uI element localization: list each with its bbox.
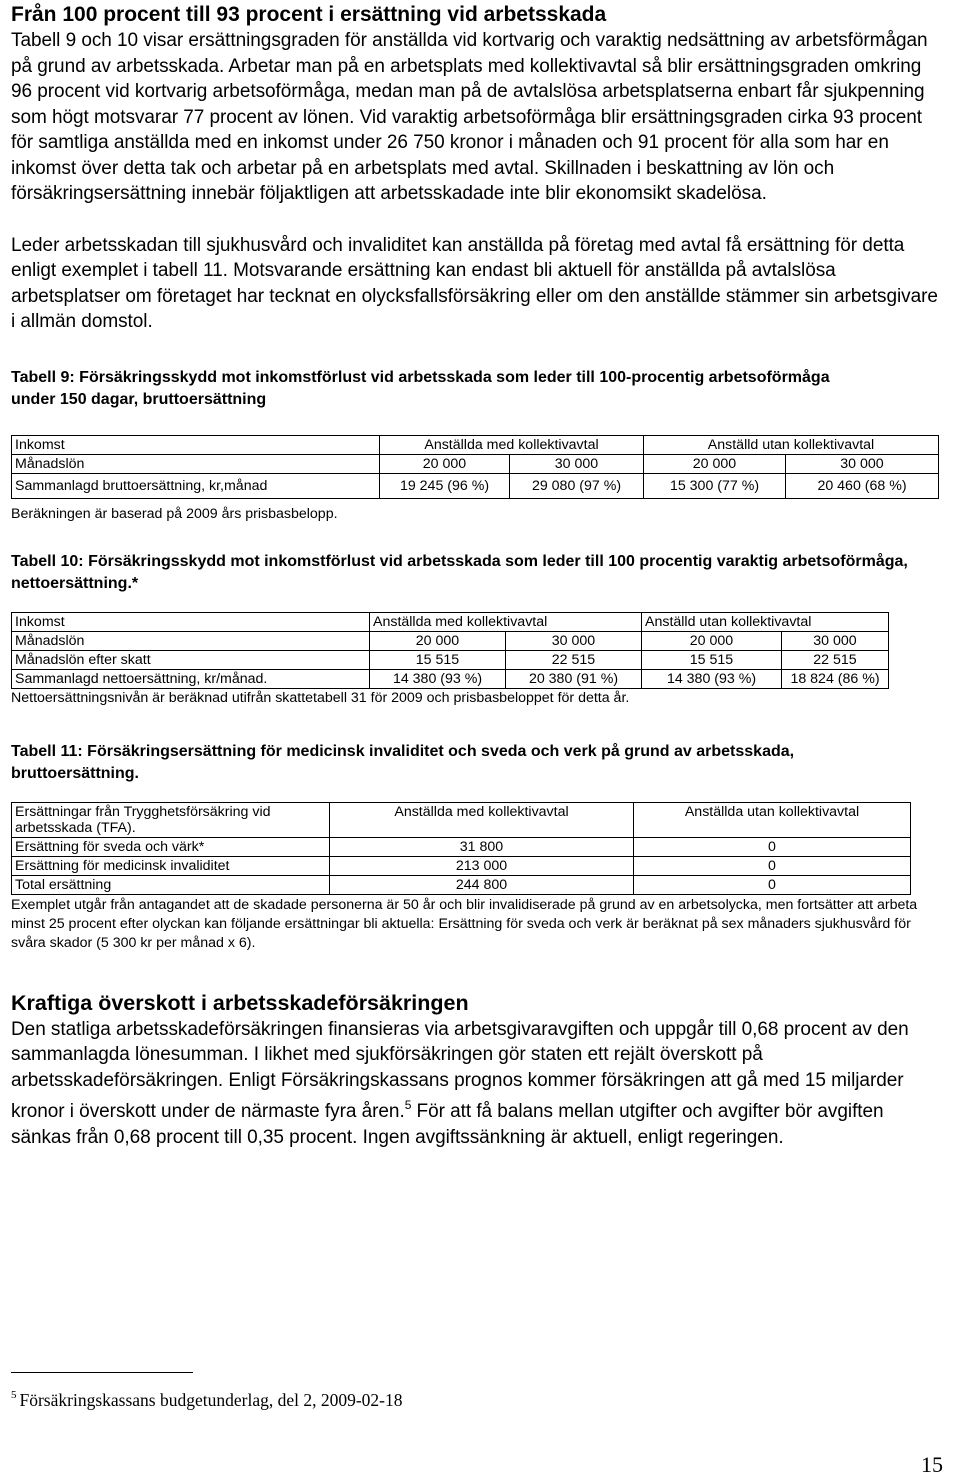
table-cell: 15 515 bbox=[642, 650, 782, 669]
table-caption: Tabell 9: Försäkringsskydd mot inkomstförlust vid arbetsskada som leder till 100-procentig arbetsoförmåga under 150 dagar, bruttoersättning bbox=[11, 368, 830, 408]
table-caption: Tabell 11: Försäkringsersättning för medicinsk invaliditet och sveda och verk på grund av arbetsskada, bruttoersättning. bbox=[11, 742, 795, 782]
table-header-cell: Anställd utan kollektivavtal bbox=[644, 435, 939, 454]
table-cell: 244 800 bbox=[330, 875, 634, 894]
table-cell: 0 bbox=[634, 856, 911, 875]
table-row bbox=[12, 856, 911, 875]
table-cell: Total ersättning bbox=[12, 875, 330, 894]
table-cell: 20 380 (91 %) bbox=[506, 669, 642, 688]
section-heading: Kraftiga överskott i arbetsskadeförsäkringen bbox=[11, 990, 469, 1015]
table-cell: 20 000 bbox=[642, 631, 782, 650]
table-note: Beräkningen är baserad på 2009 års prisbasbelopp. bbox=[11, 505, 338, 522]
document-page bbox=[11, 0, 941, 1410]
table-header-cell: Ersättningar från Trygghetsförsäkring vid arbetsskada (TFA). bbox=[12, 802, 330, 837]
table-cell: 213 000 bbox=[330, 856, 634, 875]
body-paragraph: Leder arbetsskadan till sjukhusvård och invaliditet kan anställda på företag med avtal få ersättning för detta enligt exemplet i tabell 11. Motsvarande ersättning kan endast bli aktuell för anställda på avtalslösa arbetsplatser om företaget har tecknat en olycksfallsförsäkring eller om den anställde stämmer sin arbetsgivare i allmän domstol. bbox=[11, 234, 938, 332]
table-cell: 22 515 bbox=[782, 650, 889, 669]
body-paragraph: Tabell 9 och 10 visar ersättningsgraden för anställda vid kortvarig och varaktig nedsättning av arbetsförmågan på grund av arbetsskada. Arbetar man på en arbetsplats med kollektivavtal så blir ersättningsgraden omkring 96 procent vid kortvarig arbetsoförmåga, medan man på de avtalslösa arbetsplatserna enbart får sjukpenning som högt motsvarar 77 procent av lönen. Vid varaktig arbetsoförmåga blir ersättningsgraden cirka 93 procent för samtliga anställda med en inkomst under 26 750 kronor i månaden och 91 procent för alla som har en inkomst över detta tak och arbetar på en arbetsplats med avtal. Skillnaden i beskattning av lön och försäkringsersättning innebär följaktligen att arbetsskadade inte blir ekonomsikt skadelösa. bbox=[11, 30, 928, 204]
table-header-cell: Anställda med kollektivavtal bbox=[380, 435, 644, 454]
table-cell: Sammanlagd bruttoersättning, kr,månad bbox=[12, 473, 380, 498]
footnote-divider bbox=[11, 1372, 193, 1373]
table-cell: 29 080 (97 %) bbox=[510, 473, 644, 498]
table-cell: 14 380 (93 %) bbox=[370, 669, 506, 688]
body-text: Den statliga arbetsskadeförsäkringen finansieras via arbetsgivaravgiften och uppgår till 0,68 procent av den sammanlagda lönesumman. I likhet med sjukförsäkringen gör staten ett rejält överskott på arbetsskadeförsäkringen. Enligt Försäkringskassans prognos kommer försäkringen att gå med 15 miljarder kronor i överskott under de närmaste fyra åren. bbox=[11, 1018, 909, 1122]
table-cell: Sammanlagd nettoersättning, kr/månad. bbox=[12, 669, 370, 688]
table-cell: 20 460 (68 %) bbox=[786, 473, 939, 498]
table-cell: Månadslön bbox=[12, 454, 380, 473]
table-header-row bbox=[12, 435, 939, 454]
table-cell: 30 000 bbox=[782, 631, 889, 650]
table-cell: 22 515 bbox=[506, 650, 642, 669]
table-cell: 15 515 bbox=[370, 650, 506, 669]
footnote-text: Försäkringskassans budgetunderlag, del 2, 2009-02-18 bbox=[19, 1390, 403, 1410]
table-cell: 15 300 (77 %) bbox=[644, 473, 786, 498]
table-cell: 0 bbox=[634, 837, 911, 856]
table-row bbox=[12, 837, 911, 856]
table-cell: Ersättning för medicinsk invaliditet bbox=[12, 856, 330, 875]
table-cell: 30 000 bbox=[786, 454, 939, 473]
table-header-row bbox=[12, 612, 889, 631]
table-cell: 20 000 bbox=[644, 454, 786, 473]
table-cell: 19 245 (96 %) bbox=[380, 473, 510, 498]
page-number: 15 bbox=[921, 1452, 943, 1477]
table-cell: 20 000 bbox=[380, 454, 510, 473]
table-row bbox=[12, 473, 939, 498]
table-header-cell: Anställd utan kollektivavtal bbox=[642, 612, 889, 631]
table-row bbox=[12, 875, 911, 894]
table-note: Nettoersättningsnivån är beräknad utifrån skattetabell 31 för 2009 och prisbasbeloppet för detta år. bbox=[11, 689, 630, 706]
footnote-reference[interactable]: 5 bbox=[404, 1098, 412, 1112]
table-header-cell: Anställda med kollektivavtal bbox=[330, 802, 634, 837]
table-cell: Månadslön bbox=[12, 631, 370, 650]
table-row bbox=[12, 631, 889, 650]
body-text: För att få balans mellan utgifter och avgifter bör avgiften sänkas från 0,68 procent till 0,35 procent. Ingen avgiftssänkning är aktuell, enligt regeringen. bbox=[11, 1101, 884, 1148]
footnote bbox=[11, 1384, 403, 1411]
table-cell: 30 000 bbox=[506, 631, 642, 650]
table-cell: 30 000 bbox=[510, 454, 644, 473]
table-cell: 31 800 bbox=[330, 837, 634, 856]
table-row bbox=[12, 650, 889, 669]
table-9 bbox=[11, 435, 939, 499]
table-11 bbox=[11, 802, 911, 895]
table-cell: Ersättning för sveda och värk* bbox=[12, 837, 330, 856]
body-paragraph bbox=[11, 1017, 941, 1151]
table-10 bbox=[11, 612, 889, 689]
table-header-row bbox=[12, 802, 911, 837]
table-header-cell: Inkomst bbox=[12, 435, 380, 454]
section-heading: Från 100 procent till 93 procent i ersättning vid arbetsskada bbox=[11, 3, 607, 26]
table-cell: 20 000 bbox=[370, 631, 506, 650]
table-header-cell: Anställda utan kollektivavtal bbox=[634, 802, 911, 837]
table-note: Exemplet utgår från antagandet att de skadade personerna är 50 år och blir invalidiserade på grund av en arbetsolycka, men fortsätter att arbeta minst 25 procent efter olyckan kan följande ersättningar bli aktuella: Ersättning för sveda och verk är beräknat på sex månaders sjukhusvård för svåra skador (5 300 kr per månad x 6). bbox=[11, 896, 918, 951]
table-cell: 0 bbox=[634, 875, 911, 894]
footnote-number: 5 bbox=[11, 1389, 17, 1401]
table-cell: 14 380 (93 %) bbox=[642, 669, 782, 688]
table-row bbox=[12, 454, 939, 473]
table-row bbox=[12, 669, 889, 688]
table-cell: 18 824 (86 %) bbox=[782, 669, 889, 688]
table-cell: Månadslön efter skatt bbox=[12, 650, 370, 669]
table-caption: Tabell 10: Försäkringsskydd mot inkomstförlust vid arbetsskada som leder till 100 procentig varaktig arbetsoförmåga, nettoersättning.* bbox=[11, 552, 908, 592]
table-header-cell: Anställda med kollektivavtal bbox=[370, 612, 642, 631]
table-header-cell: Inkomst bbox=[12, 612, 370, 631]
